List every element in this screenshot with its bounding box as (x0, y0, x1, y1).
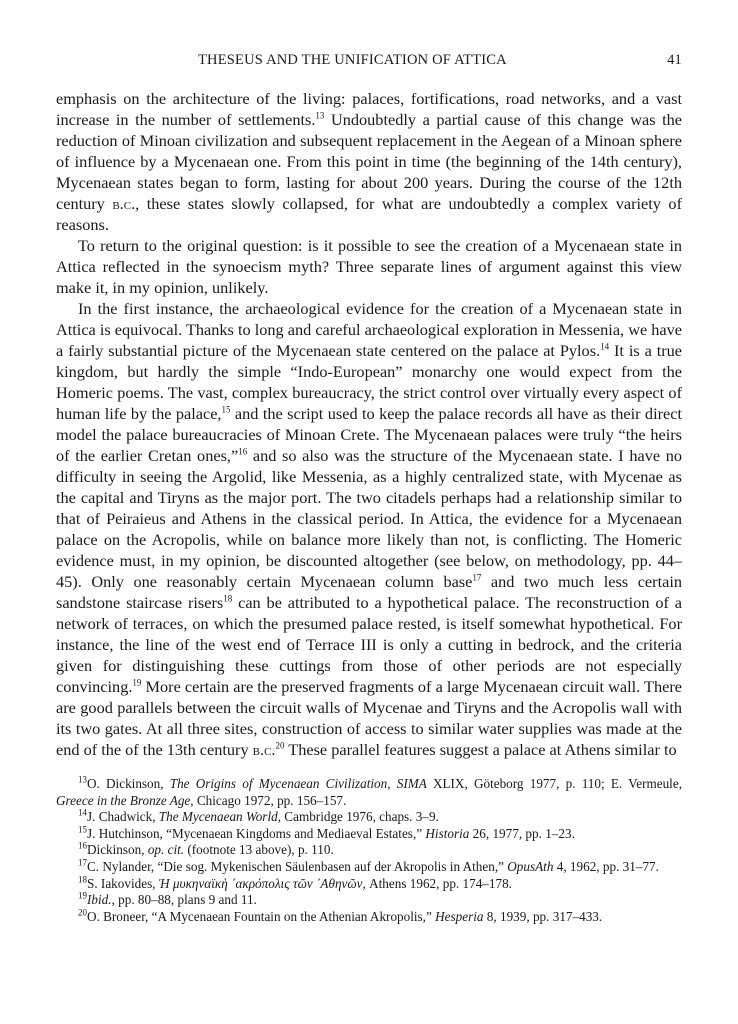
footnote-16: $^{16}$Dickinson, op. cit. (footnote 13 above), p. 110. (78, 840, 334, 858)
footnote-14: $^{14}$J. Chadwick, The Mycenaean World, Cambridge 1976, chaps. 3–9. (78, 807, 439, 825)
footnote-ref-15[interactable]: 15 (221, 404, 231, 415)
running-header (56, 52, 682, 76)
paragraph-2: To return to the original question: is it possible to see the creation of a Mycenaean state in Attica reflected in the synoecism myth? Three separate lines of argument against this view make it, in my opinion, unlikely. (56, 236, 682, 297)
paragraph-1: emphasis on the architecture of the living: palaces, fortifications, road networks, and a vast increase in the number of settlements.$^{13}$ Undoubtedly a partial cause of this change was the reduction of Minoan civilization and subsequent replacement in the Aegean of a Minoan sphere of influence by a Mycenaean one. From this point in time (the beginning of the 14th century), Mycenaean states began to form, lasting for about 200 years. During the course of the 12th century b.c., these states slowly collapsed, for what are undoubtedly a complex variety of reasons. (56, 89, 683, 234)
footnote-ref-19[interactable]: 19 (132, 677, 142, 688)
page (56, 52, 682, 925)
paragraph-3: In the first instance, the archaeological evidence for the creation of a Mycenaean state in Attica is equivocal. Thanks to long and careful archaeological exploration in Messenia, we have a fairly substantial picture of the Mycenaean state centered on the palace at Pylos.$^{14}$ It is a true kingdom, but hardly the simple “Indo-European” monarchy one would expect from the Homeric poems. The vast, complex bureaucracy, the strict control over virtually every aspect of human life by the palace,$^{15}$ and the script used to keep the palace records all have as their direct model the palace bureaucracies of Minoan Crete. The Mycenaean palaces were truly “the heirs of the earlier Cretan ones,”$^{16}$ and so also was the structure of the Mycenaean state. I have no difficulty in seeing the Argolid, like Messenia, as a highly centralized state, with Mycenae as the capital and Tiryns as the major port. The two citadels perhaps had a relationship similar to that of Peiraieus and Athens in the classical period. In Attica, the evidence for a Mycenaean palace on the Acropolis, while on balance more likely than not, is conflicting. The Homeric evidence must, in my opinion, be discounted altogether (see below, on methodology, pp. 44–45). Only one reasonably certain Mycenaean column base$^{17}$ and two much less certain sandstone staircase risers$^{18}$ can be attributed to a hypothetical palace. The reconstruction of a network of terraces, on which the presumed palace rested, is itself somewhat hypothetical. For instance, the line of the west end of Terrace III is only a cutting in bedrock, and the criteria given for distinguishing these cuttings from those of other periods are not especially convincing.$^{19}$ More certain are the preserved fragments of a large Mycenaean circuit wall. There are good parallels between the circuit walls of Mycenae and Tiryns and the Acropolis wall with its two gates. At all three sites, construction of access to similar water supplies was made at the end of the of the 13th century b.c.$^{20}$ These parallel features suggest a palace at Athens similar to (56, 299, 683, 759)
footnote-ref-16[interactable]: 16 (238, 446, 248, 457)
footnote-ref-18[interactable]: 18 (223, 593, 233, 604)
footnote-ref-20[interactable]: 20 (275, 740, 285, 751)
footnotes (56, 776, 682, 925)
footnote-17: $^{17}$C. Nylander, “Die sog. Mykenischen Säulenbasen auf der Akropolis in Athen,” OpusAth 4, 1962, pp. 31–77. (78, 857, 659, 874)
main-text (56, 88, 682, 760)
footnote-19: $^{19}$Ibid., pp. 80–88, plans 9 and 11. (78, 890, 257, 908)
running-title: THESEUS AND THE UNIFICATION OF ATTICA (198, 52, 507, 68)
footnote-ref-17[interactable]: 17 (472, 572, 482, 583)
footnote-18: $^{18}$S. Iakovides, Ἡ μυκηναϊκὴ ᾿ακρόπολις τῶν ᾿Αθηνῶν, Athens 1962, pp. 174–178. (78, 874, 512, 891)
footnote-15: $^{15}$J. Hutchinson, “Mycenaean Kingdoms and Mediaeval Estates,” Historia 26, 1977, pp. 1–23. (78, 824, 575, 841)
footnote-20: $^{20}$O. Broneer, “A Mycenaean Fountain on the Athenian Akropolis,” Hesperia 8, 1939, pp. 317–433. (78, 907, 603, 924)
footnote-ref-14[interactable]: 14 (600, 341, 610, 352)
footnote-13: $^{13}$O. Dickinson, The Origins of Mycenaean Civilization, SIMA XLIX, Göteborg 1977, p. 110; E. Vermeule, Greece in the Bronze Age, Chicago 1972, pp. 156–157. (56, 774, 682, 808)
footnote-ref-13[interactable]: 13 (315, 110, 325, 121)
page-number: 41 (667, 52, 682, 68)
